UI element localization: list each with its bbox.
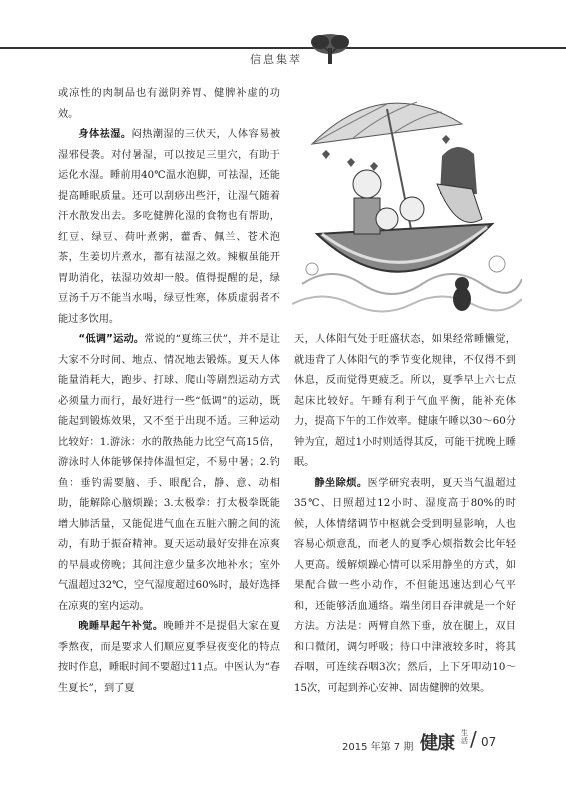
magazine-logo-sub: 生活 (461, 729, 468, 745)
subheading: 静坐除烦。 (314, 477, 368, 489)
paragraph (58, 330, 280, 617)
paragraph: 或凉性的肉制品也有滋阴养胃、健脾补虚的功效。 (58, 88, 280, 120)
header-rule (0, 47, 566, 49)
paragraph (294, 474, 516, 700)
section-title: 信息集萃 (250, 53, 302, 66)
paragraph (58, 125, 280, 330)
paragraph (58, 617, 280, 699)
subheading: 身体祛湿。 (78, 129, 132, 140)
right-column (294, 330, 516, 699)
magazine-logo: 健康 (420, 733, 454, 754)
paragraph-body: 常说的“夏练三伏”，并不是让大家不分时间、地点、情况地去锻炼。夏天人体能量消耗大，跑步、打球、爬山等剧烈运动方式必须量力而行，最好进行一些“低调”的运动，既能起到锻炼效果，又不至于出现不适。三种运动比较好：1.游泳：水的散热能力比空气高15倍，游泳时人体能够保持体温恒定，不易中暑；2.钓鱼：垂钓需要脑、手、眼配合，静、意、动相助，能解除心脑烦躁；3.太极拳：打太极拳既能增大肺活量，又能促进气血在五脏六腑之间的流动，有助于振奋精神。夏天运动最好安排在凉爽的早晨或傍晚；其间注意少量多次地补水；室外气温超过32℃，空气湿度超过60%时，最好选择在凉爽的室内运动。 (58, 334, 281, 612)
left-column (58, 84, 280, 699)
subheading: “低调”运动。 (78, 334, 145, 345)
issue-label: 2015 年第 7 期 (342, 742, 414, 753)
illustration-family-in-watermelon (292, 84, 522, 324)
paragraph-body: 闷热潮湿的三伏天，人体容易被湿邪侵袭。对付暑湿，可以按足三里穴，有助于运化水湿。睡前用40℃温水泡脚，可祛湿，还能提高睡眠质量。还可以刮痧出些汗，让湿气随着汗水散发出去。多吃健脾化湿的食物也有帮助，红豆、绿豆、荷叶煮粥，藿香、佩兰、苍术泡茶，生姜切片煮水，都有祛湿之效。辣椒虽能开胃助消化，祛湿功效却一般。值得提醒的是，绿豆汤千万不能当水喝，绿豆性寒，体质虚弱者不能过多饮用。 (58, 129, 281, 325)
footer-slash: / (470, 727, 477, 751)
subheading: 晚睡早起午补觉。 (78, 621, 164, 632)
tree-icon (308, 32, 352, 66)
paragraph-body: 医学研究表明，夏天当气温超过35℃、日照超过12小时、湿度高于80%的时候，人体情绪调节中枢就会受到明显影响，人也容易心烦意乱，而老人的夏季心烦指数会比年轻人更高。缓解烦躁心情可以采用静坐的方式，如果配合做一些小动作，不但能迅速达到心气平和，还能够活血通络。端坐闭目吞津就是一个好方法。方法是：两臂自然下垂，放在腿上，双目和口微闭，调匀呼吸；待口中津液较多时，将其吞咽，可连续吞咽3次；然后，上下牙叩动10～15次，可起到养心安神、固齿健脾的效果。 (294, 477, 517, 694)
page-number: 07 (481, 735, 497, 749)
paragraph-body: 晚睡并不是提倡大家在夏季熬夜，而是要求人们顺应夏季昼夜变化的特点按时作息，睡眠时间不要超过11点。中医认为“春生夏长”，到了夏 (58, 621, 281, 694)
paragraph: 天，人体阳气处于旺盛状态，如果经常睡懒觉，就违背了人体阳气的季节变化规律，不仅得不到休息，反而觉得更疲乏。所以，夏季早上六七点起床比较好。午睡有利于气血平衡，能补充体力，提高下午的工作效率。健康午睡以30～60分钟为宜，超过1小时则适得其反，可能干扰晚上睡眠。 (294, 334, 516, 468)
